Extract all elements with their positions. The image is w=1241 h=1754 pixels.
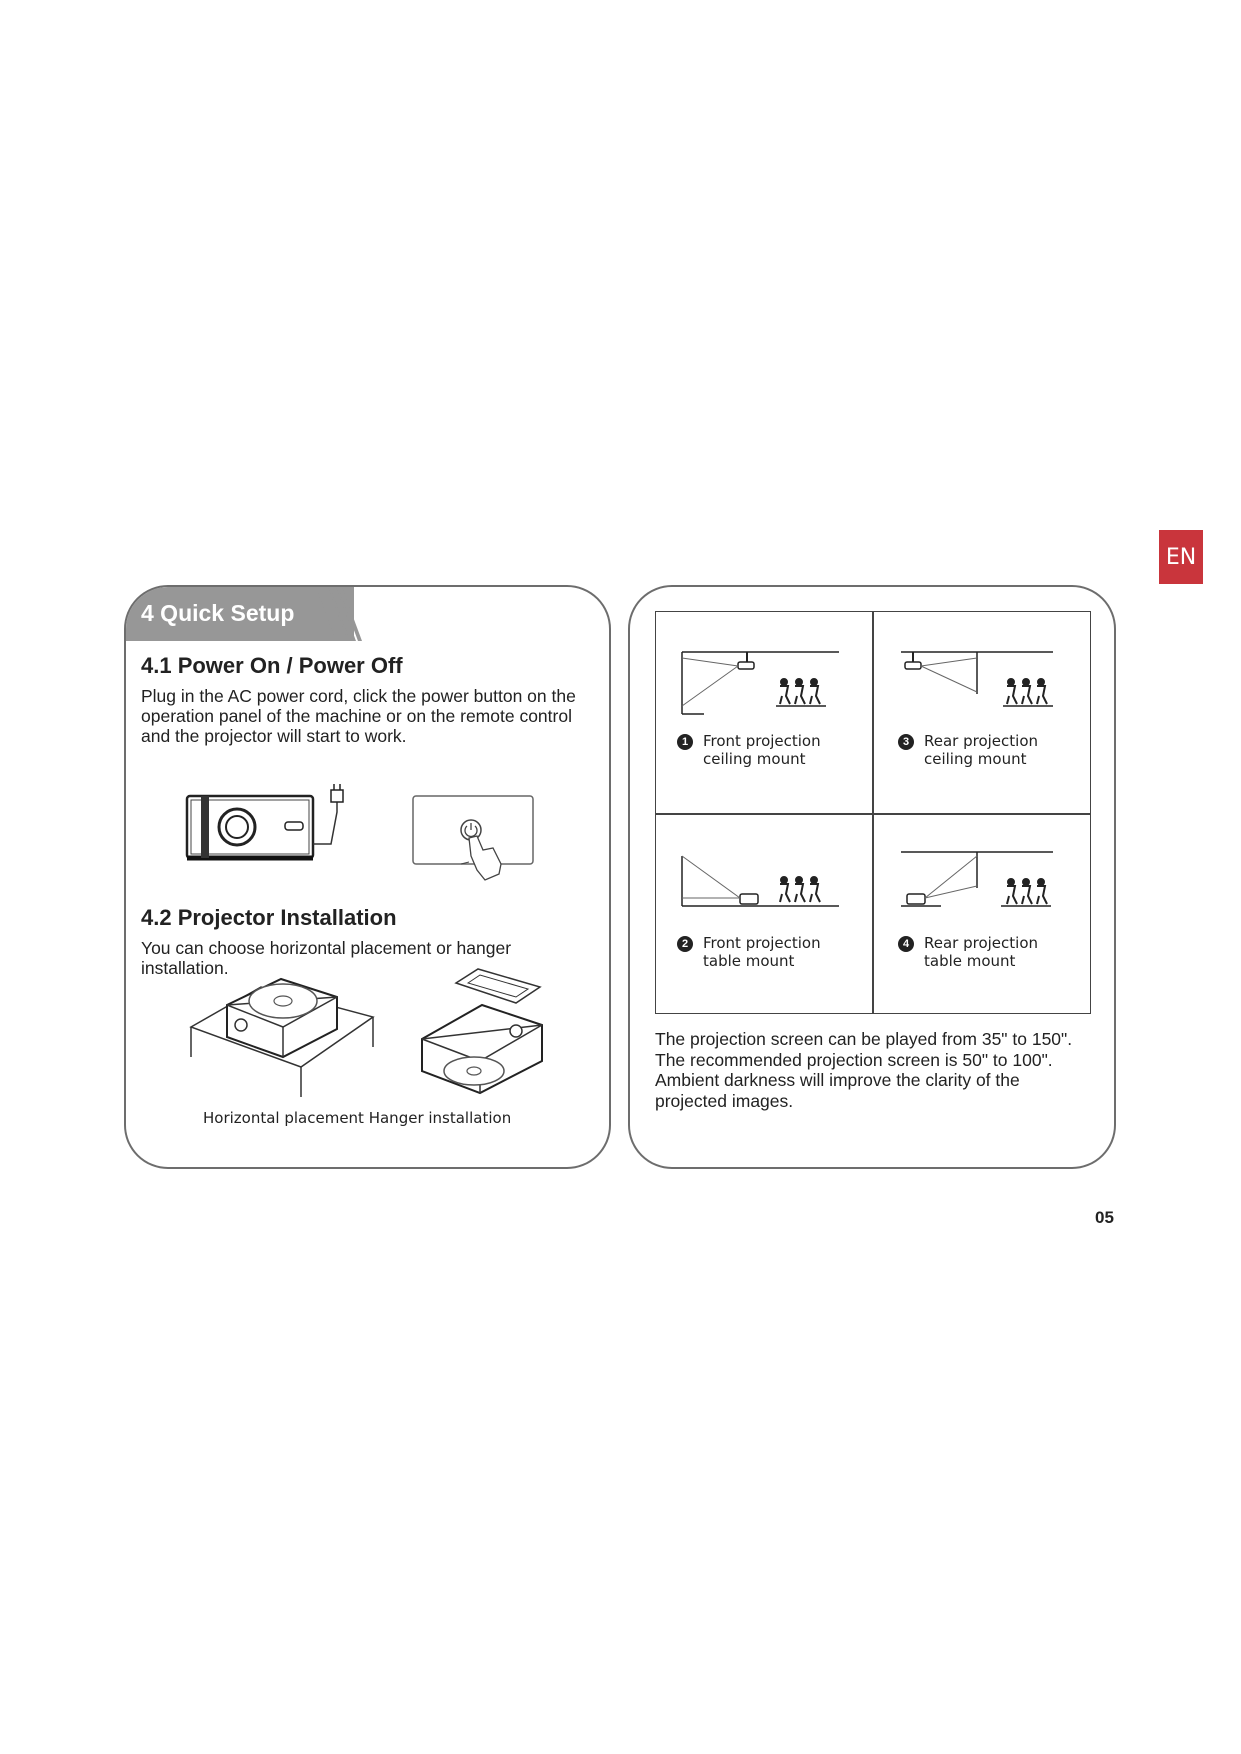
text-line: installation. <box>141 958 229 978</box>
label-line: Front projection <box>703 732 821 750</box>
mode-number-badge: 2 <box>677 936 693 952</box>
text-line: You can choose horizontal placement or hanger <box>141 938 512 958</box>
rear-table-diagram <box>901 848 1071 928</box>
rear-ceiling-diagram <box>901 648 1071 728</box>
page-number: 05 <box>1095 1208 1114 1227</box>
text-line: operation panel of the machine or on the remote control <box>141 706 572 726</box>
quick-setup-panel <box>124 585 611 1169</box>
rear-table-label <box>924 934 1038 970</box>
label-line: table mount <box>924 952 1016 970</box>
installation-heading: 4.2 Projector Installation <box>141 905 397 930</box>
language-label: EN <box>1165 544 1197 570</box>
power-button-illustration <box>411 794 536 889</box>
front-ceiling-label <box>703 732 821 768</box>
label-line: ceiling mount <box>924 750 1027 768</box>
projector-power-illustration <box>181 782 351 872</box>
front-table-diagram <box>682 852 852 932</box>
label-line: Rear projection <box>924 732 1039 750</box>
screen-size-note <box>655 1029 1105 1111</box>
rear-ceiling-label <box>924 732 1038 768</box>
text-line: Plug in the AC power cord, click the power button on the <box>141 686 576 706</box>
horizontal-placement-illustration <box>191 975 376 1105</box>
grid-divider-horizontal <box>656 813 1090 815</box>
label-line: Front projection <box>703 934 821 952</box>
label-line: Rear projection <box>924 934 1039 952</box>
power-heading: 4.1 Power On / Power Off <box>141 653 403 678</box>
hanger-installation-illustration <box>416 969 556 1099</box>
banner-stripes <box>316 587 376 641</box>
front-table-label <box>703 934 821 970</box>
label-line: table mount <box>703 952 795 970</box>
language-tab <box>1159 530 1203 584</box>
note-line: The projection screen can be played from 35" to 150". <box>655 1029 1073 1049</box>
note-line: projected images. <box>655 1090 794 1111</box>
projection-modes-panel <box>628 585 1116 1169</box>
installation-caption: Horizontal placement Hanger installation <box>203 1109 512 1127</box>
note-line: Ambient darkness will improve the clarity of the <box>655 1070 1020 1090</box>
front-ceiling-diagram <box>682 648 852 728</box>
note-line: The recommended projection screen is 50" to 100". <box>655 1049 1053 1070</box>
projection-mode-grid <box>655 611 1091 1014</box>
power-instructions <box>141 686 576 746</box>
mode-number-badge: 3 <box>898 734 914 750</box>
mode-number-badge: 4 <box>898 936 914 952</box>
label-line: ceiling mount <box>703 750 806 768</box>
text-line: and the projector will start to work. <box>141 726 407 746</box>
mode-number-badge: 1 <box>677 734 693 750</box>
section-title: 4 Quick Setup <box>141 600 295 626</box>
